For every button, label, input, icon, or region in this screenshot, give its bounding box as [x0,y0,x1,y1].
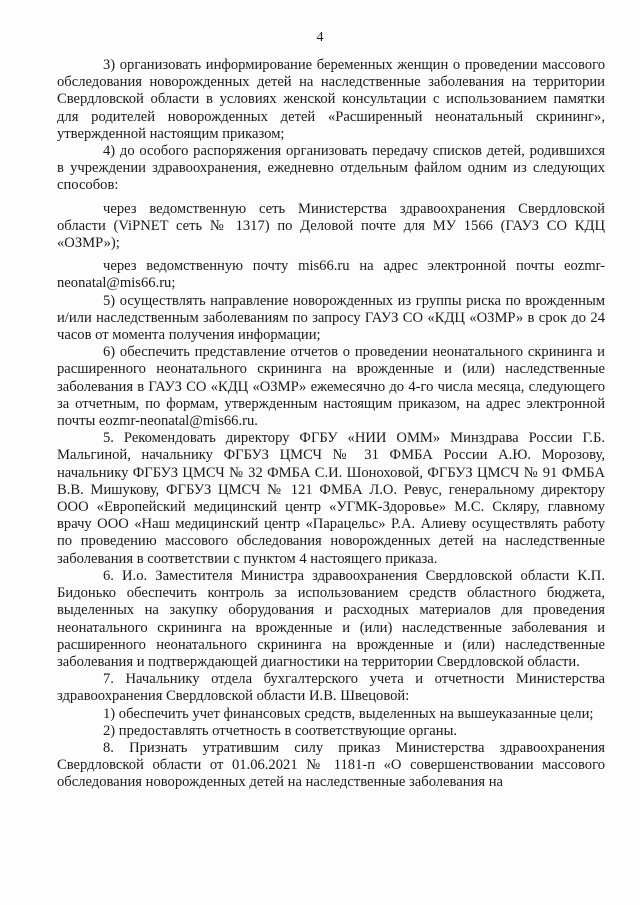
section-8: 8. Признать утратившим силу приказ Министерства здравоохранения Свердловской области от 01.06.2021 № 1181-п «О совершенствовании массового обследования новорожденных детей на наследственные заболевания на [57,739,605,791]
paragraph-item-4: 4) до особого распоряжения организовать передачу списков детей, родившихся в учреждении здравоохранения, ежедневно отдельным файлом одним из следующих способов: [57,143,605,194]
section-7-item-2: 2) предоставлять отчетность в соответствующие органы. [103,722,458,739]
section-7-item-1: 1) обеспечить учет финансовых средств, выделенных на вышеуказанные цели; [103,705,594,722]
paragraph-item-6: 6) обеспечить представление отчетов о проведении неонатального скрининга и расширенного неонатального скрининга на врожденные и (или) наследственные заболевания в ГАУЗ СО «КДЦ «ОЗМР» ежемесячно до 4-го числа месяца, следующего за отчетным, по формам, утвержденным настоящим приказом, на адрес электронной почты eozmr-neonatal@mis66.ru. [57,344,605,430]
paragraph-item-5: 5) осуществлять направление новорожденных из группы риска по врожденным и/или наследственным заболеваниям по запросу ГАУЗ СО «КДЦ «ОЗМР» в срок до 24 часов от момента получения информации; [57,292,605,344]
document-body [57,57,605,792]
page-number: 4 [316,30,324,45]
paragraph-item-3: 3) организовать информирование беременных женщин о проведении массового обследования новорожденных детей на наследственные заболевания на территории Свердловской области в условиях женской консультации с использованием памятки для родителей новорожденных детей «Расширенный неонатальный скрининг», утвержденной настоящим приказом; [57,57,605,142]
section-7: 7. Начальнику отдела бухгалтерского учета и отчетности Министерства здравоохранения Свердловской области И.В. Швецовой: [57,671,605,705]
section-6: 6. И.о. Заместителя Министра здравоохранения Свердловской области К.П. Бидонько обеспечить контроль за использованием средств областного бюджета, выделенных на закупку оборудования и расходных материалов для проведения неонатального скрининга на врожденные и (или) наследственные заболевания и расширенного неонатального скрининга на врожденные и (или) наследственные заболевания и подтверждающей диагностики на территории Свердловской области. [57,567,605,670]
section-5: 5. Рекомендовать директору ФГБУ «НИИ ОММ» Минздрава России Г.Б. Мальгиной, начальнику ФГБУЗ ЦМСЧ № 31 ФМБА России А.Ю. Морозову, начальнику ФГБУЗ ЦМСЧ № 32 ФМБА С.И. Шоноховой, ФГБУЗ ЦМСЧ № 91 ФМБА В.В. Мишукову, ФГБУЗ ЦМСЧ № 121 ФМБА Л.О. Ревус, генеральному директору ООО «Европейский медицинский центр «УГМК-Здоровье» М.С. Скляру, главному врачу ООО «Наш медицинский центр «Парацельс» Р.А. Алиеву осуществлять работу по проведению массового обследования новорожденных детей на наследственные заболевания в соответствии с пунктом 4 настоящего приказа. [57,430,605,567]
paragraph-item-4-option-vipnet: через ведомственную сеть Министерства здравоохранения Свердловской области (ViPNET сеть № 1317) по Деловой почте для МУ 1566 (ГАУЗ СО КДЦ «ОЗМР»); [57,200,605,252]
paragraph-item-4-option-email: через ведомственную почту mis66.ru на адрес электронной почты eozmr-neonatal@mis66.ru; [57,258,605,292]
